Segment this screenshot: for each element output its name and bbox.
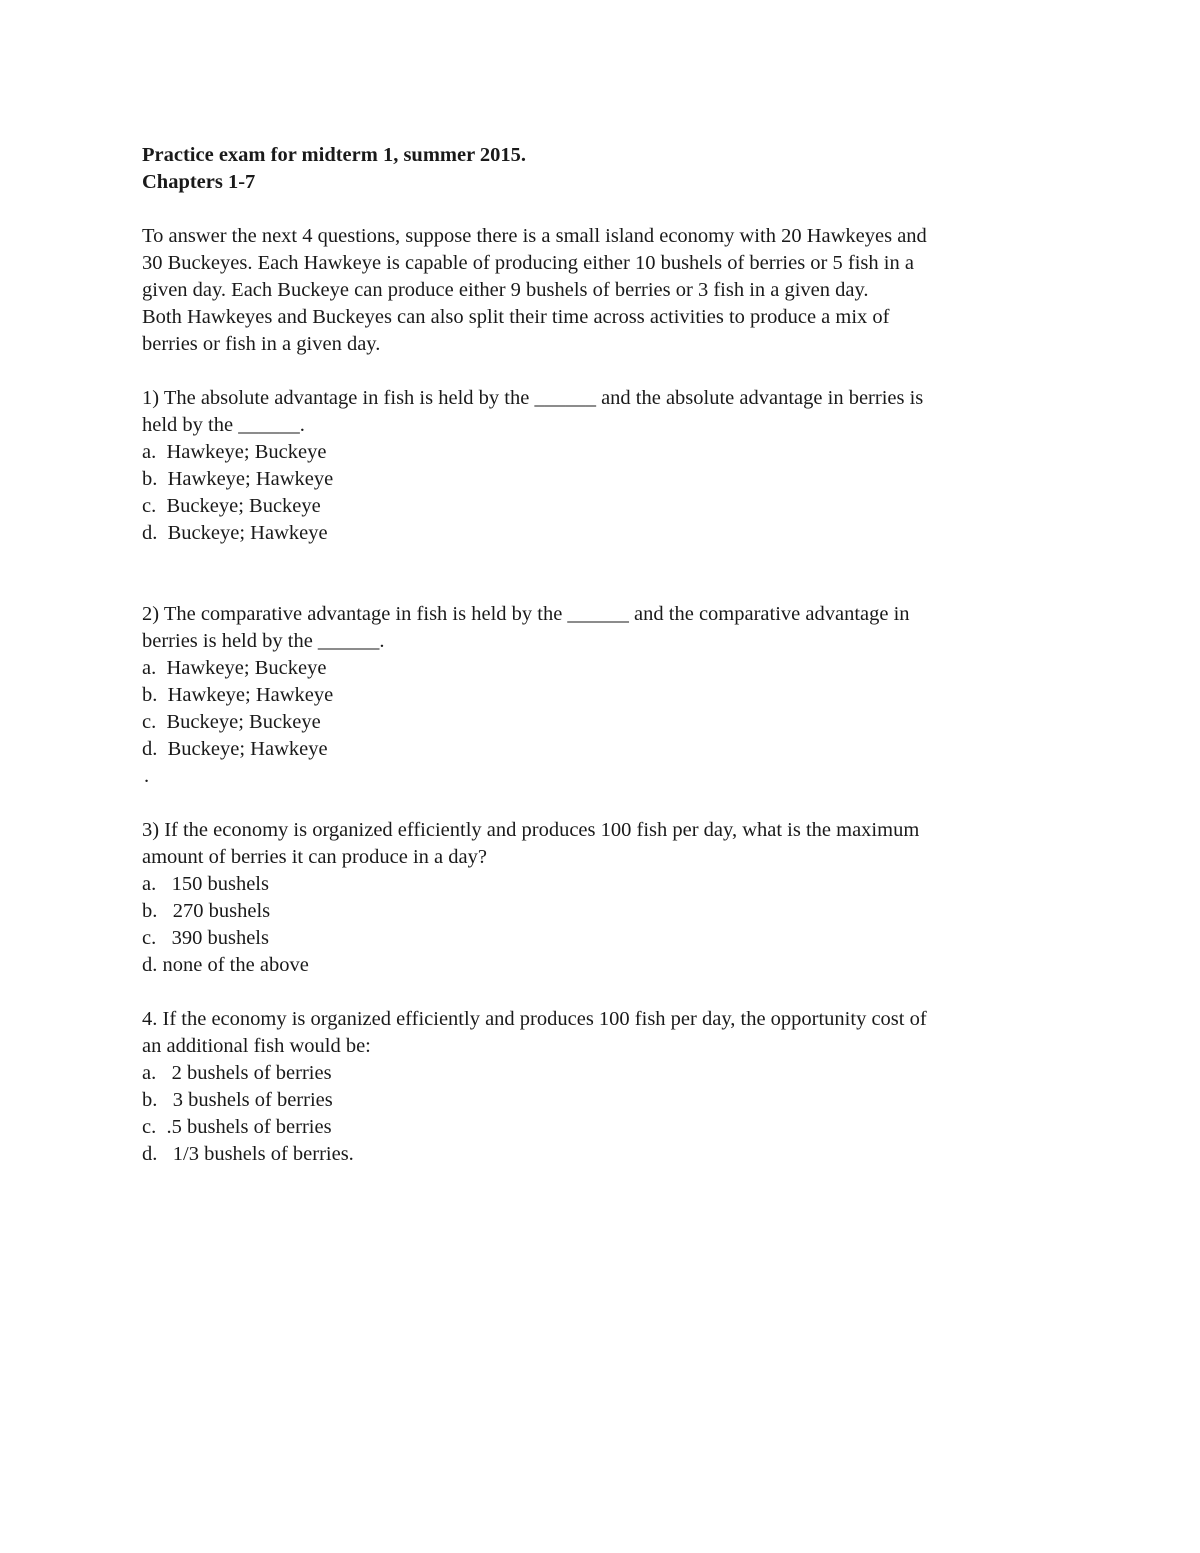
answer-option-b: b. Hawkeye; Hawkeye bbox=[142, 468, 334, 490]
chapters-subtitle: Chapters 1-7 bbox=[142, 171, 256, 193]
answer-option-c: c. Buckeye; Buckeye bbox=[142, 495, 321, 517]
answer-option-b: b. 3 bushels of berries bbox=[142, 1089, 333, 1111]
answer-option-c: c. .5 bushels of berries bbox=[142, 1116, 332, 1138]
question-stem: 2) The comparative advantage in fish is held by the ______ and the comparative advantage in berries is held by the ______. bbox=[142, 603, 910, 652]
answer-option-d: d. 1/3 bushels of berries. bbox=[142, 1143, 354, 1165]
answer-option-b: b. 270 bushels bbox=[142, 900, 271, 922]
answer-option-d: d. Buckeye; Hawkeye bbox=[142, 738, 328, 760]
question-4 bbox=[142, 1006, 1062, 1168]
answer-option-a: a. 2 bushels of berries bbox=[142, 1062, 332, 1084]
answer-option-d: d. none of the above bbox=[142, 954, 309, 976]
answer-option-b: b. Hawkeye; Hawkeye bbox=[142, 684, 334, 706]
answer-option-c: c. Buckeye; Buckeye bbox=[142, 711, 321, 733]
stray-period-mark: . bbox=[144, 765, 150, 787]
exam-title: Practice exam for midterm 1, summer 2015. bbox=[142, 144, 527, 166]
answer-option-c: c. 390 bushels bbox=[142, 927, 269, 949]
answer-option-a: a. Hawkeye; Buckeye bbox=[142, 441, 327, 463]
question-stem: 1) The absolute advantage in fish is held by the ______ and the absolute advantage in berries is held by the ______. bbox=[142, 387, 924, 436]
question-1 bbox=[142, 385, 1062, 547]
intro-paragraph: To answer the next 4 questions, suppose there is a small island economy with 20 Hawkeyes and 30 Buckeyes. Each Hawkeye is capable of producing either 10 bushels of berries or 5 fish in a given day. Each Buckeye can produce either 9 bushels of berries or 3 fish in a given day. Both Hawkeyes and Buckeyes can also split their time across activities to produce a mix of berries or fish in a given day. bbox=[142, 225, 927, 355]
answer-option-d: d. Buckeye; Hawkeye bbox=[142, 522, 328, 544]
question-2 bbox=[142, 601, 1062, 790]
answer-option-a: a. 150 bushels bbox=[142, 873, 269, 895]
answer-option-a: a. Hawkeye; Buckeye bbox=[142, 657, 327, 679]
document-content bbox=[142, 142, 1062, 1168]
question-stem: 3) If the economy is organized efficiently and produces 100 fish per day, what is the maximum amount of berries it can produce in a day? bbox=[142, 819, 920, 868]
question-stem: 4. If the economy is organized efficiently and produces 100 fish per day, the opportunity cost of an additional fish would be: bbox=[142, 1008, 927, 1057]
question-3 bbox=[142, 817, 1062, 979]
